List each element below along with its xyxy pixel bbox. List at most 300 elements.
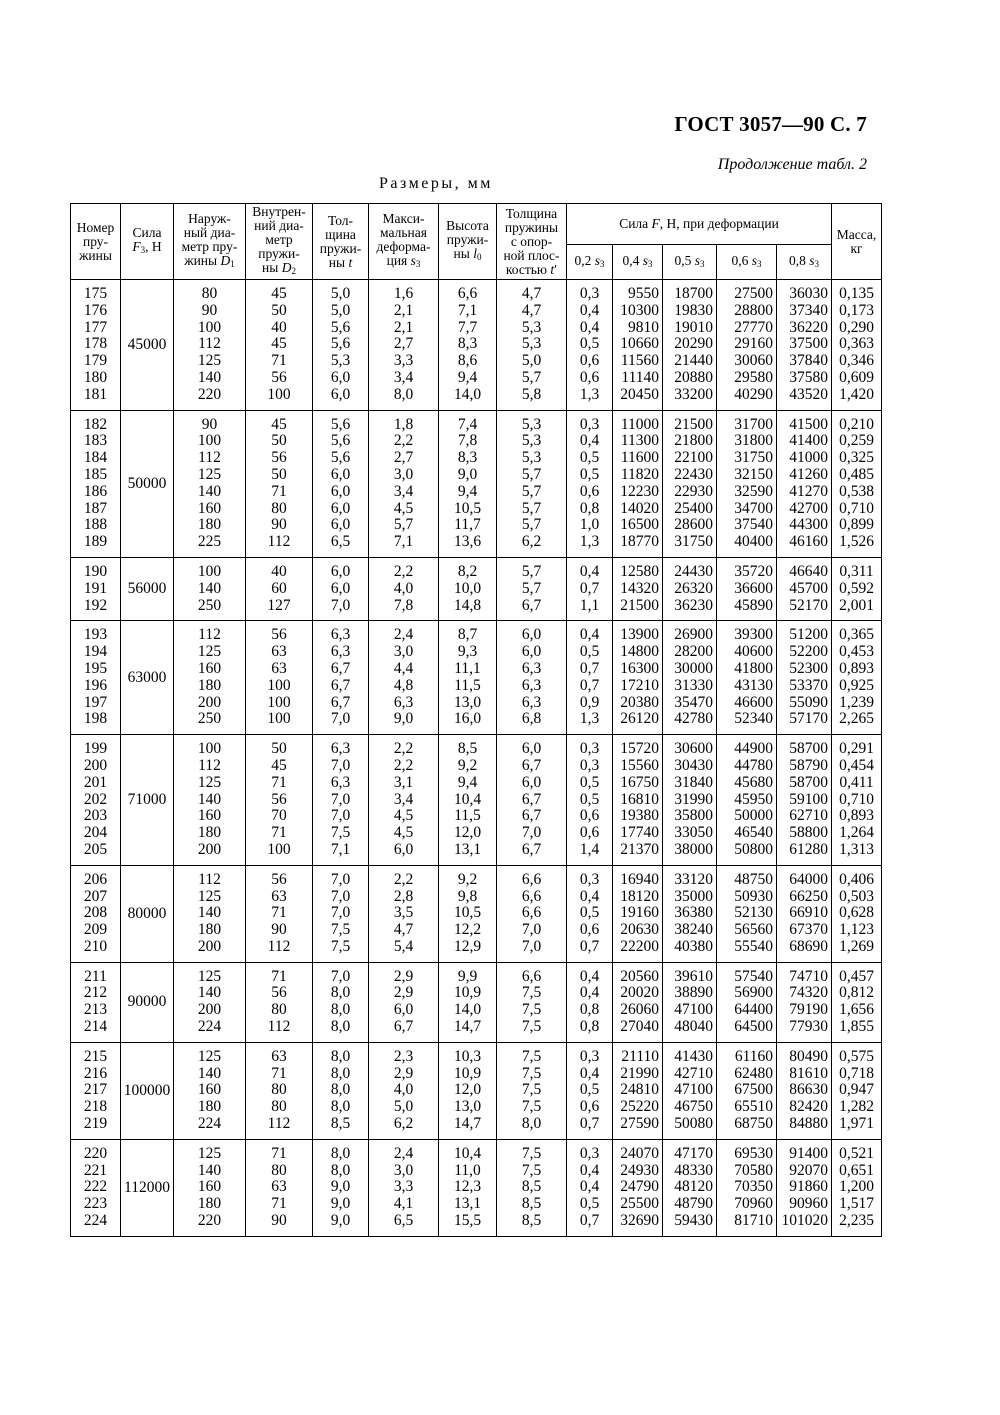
cell-value: 204 [83, 824, 108, 842]
cell-value: 5,7 [521, 368, 542, 386]
cell-value: 30000 [674, 659, 713, 677]
cell-value: 1,8 [393, 415, 414, 433]
cell-value: 3,0 [393, 643, 414, 661]
cell-value: 10,9 [453, 1064, 482, 1082]
col-spring-number [71, 280, 121, 411]
cell-value: 160 [197, 1081, 222, 1099]
cell-value: 25220 [620, 1098, 659, 1116]
cell-value: 9,0 [330, 1195, 351, 1213]
cell-value: 6,0 [330, 562, 351, 580]
cell-value: 5,6 [330, 449, 351, 467]
table-row [71, 621, 882, 735]
cell-value: 3,4 [393, 482, 414, 500]
cell-value: 0,290 [839, 318, 874, 336]
cell-value: 58700 [789, 773, 829, 791]
cell-value: 82420 [789, 1098, 829, 1116]
header-outer-diameter: Наруж- ный диа- метр пру- жины $D_1$ [174, 204, 246, 280]
col-force-06 [717, 962, 777, 1042]
cell-value: 188 [83, 516, 108, 534]
cell-value: 52340 [734, 710, 773, 728]
cell-value: 11300 [620, 432, 659, 450]
force-value: 63000 [127, 668, 167, 686]
cell-value: 9,4 [457, 368, 478, 386]
cell-value: 207 [83, 887, 108, 905]
col-force-02 [567, 1139, 613, 1236]
cell-value: 0,6 [579, 352, 600, 370]
col-max-deformation [369, 621, 439, 735]
cell-value: 18700 [674, 285, 713, 302]
cell-value: 56 [271, 870, 287, 888]
cell-value: 6,0 [521, 773, 542, 791]
cell-value: 42780 [674, 710, 713, 728]
cell-value: 1,855 [839, 1018, 874, 1036]
cell-value: 5,7 [521, 499, 542, 517]
cell-value: 12,3 [453, 1178, 482, 1196]
cell-value: 0,6 [579, 482, 600, 500]
cell-value: 69530 [734, 1144, 773, 1162]
cell-value: 60 [271, 579, 287, 597]
cell-value: 20380 [620, 693, 659, 711]
cell-value: 19010 [674, 318, 713, 336]
cell-value: 26320 [674, 579, 713, 597]
col-spring-number [71, 962, 121, 1042]
cell-value: 22100 [674, 449, 713, 467]
cell-value: 217 [83, 1081, 108, 1099]
cell-value: 0,3 [579, 285, 600, 302]
col-force-06 [717, 865, 777, 962]
cell-value: 21110 [621, 1047, 659, 1065]
cell-value: 32590 [734, 482, 773, 500]
cell-value: 44900 [734, 740, 773, 758]
cell-value: 193 [83, 626, 108, 644]
cell-value: 67370 [789, 921, 829, 939]
cell-value: 31840 [674, 773, 713, 791]
cell-value: 0,521 [839, 1144, 874, 1162]
cell-value: 48120 [674, 1178, 713, 1196]
col-force-04 [613, 621, 663, 735]
cell-value: 5,3 [521, 335, 542, 353]
cell-value: 84880 [789, 1115, 829, 1133]
cell-value: 140 [197, 482, 222, 500]
cell-value: 40600 [734, 643, 773, 661]
cell-value: 37540 [734, 516, 773, 534]
col-force-f3 [121, 410, 174, 557]
cell-value: 13,1 [453, 840, 482, 858]
cell-value: 56 [271, 626, 287, 644]
cell-value: 0,346 [839, 352, 874, 370]
cell-value: 11,7 [454, 516, 481, 534]
cell-value: 1,123 [839, 921, 874, 939]
cell-value: 112 [267, 937, 291, 955]
cell-value: 1,526 [839, 533, 874, 551]
table-continuation-note: Продолжение табл. 2 [717, 156, 867, 173]
cell-value: 71 [271, 1064, 287, 1082]
force-value: 112000 [124, 1178, 170, 1196]
cell-value: 218 [83, 1098, 108, 1116]
cell-value: 140 [197, 1064, 222, 1082]
cell-value: 64400 [734, 1001, 773, 1019]
cell-value: 14,7 [453, 1115, 482, 1133]
cell-value: 61280 [789, 840, 829, 858]
cell-value: 41500 [789, 415, 829, 433]
cell-value: 10,4 [453, 1144, 482, 1162]
cell-value: 6,2 [521, 533, 542, 551]
cell-value: 44300 [789, 516, 829, 534]
cell-value: 0,710 [839, 790, 874, 808]
cell-value: 7,5 [521, 1018, 542, 1036]
col-support-thickness [497, 557, 567, 620]
col-mass [832, 1042, 882, 1139]
cell-value: 180 [197, 921, 222, 939]
cell-value: 48330 [674, 1161, 713, 1179]
header-def-05: 0,5 $s_3$ [663, 245, 717, 280]
cell-value: 6,7 [330, 659, 351, 677]
cell-value: 1,6 [393, 285, 414, 302]
cell-value: 74710 [789, 967, 829, 985]
cell-value: 71 [271, 824, 287, 842]
col-force-06 [717, 1042, 777, 1139]
cell-value: 0,7 [579, 1115, 600, 1133]
cell-value: 67500 [734, 1081, 773, 1099]
cell-value: 212 [83, 984, 108, 1002]
cell-value: 45 [271, 756, 287, 774]
cell-value: 6,7 [393, 1018, 414, 1036]
cell-value: 0,411 [839, 773, 874, 791]
cell-value: 35800 [674, 807, 713, 825]
cell-value: 71 [271, 773, 287, 791]
cell-value: 100 [267, 710, 291, 728]
cell-value: 5,7 [521, 465, 542, 483]
cell-value: 55090 [789, 693, 829, 711]
col-height [439, 621, 497, 735]
cell-value: 7,8 [393, 596, 414, 614]
cell-value: 45700 [789, 579, 829, 597]
cell-value: 31990 [674, 790, 713, 808]
cell-value: 20290 [674, 335, 713, 353]
col-max-deformation [369, 962, 439, 1042]
cell-value: 16300 [620, 659, 659, 677]
cell-value: 0,4 [579, 887, 600, 905]
cell-value: 177 [83, 318, 108, 336]
cell-value: 1,313 [839, 840, 874, 858]
cell-value: 3,0 [393, 465, 414, 483]
cell-value: 64000 [789, 870, 829, 888]
header-support-thickness: Толщина пружины с опор- ной плос- костью t′ [497, 204, 567, 280]
cell-value: 8,5 [457, 740, 478, 758]
cell-value: 16,0 [453, 710, 482, 728]
cell-value: 11560 [620, 352, 659, 370]
cell-value: 37500 [789, 335, 829, 353]
cell-value: 6,3 [330, 626, 351, 644]
cell-value: 62710 [789, 807, 829, 825]
cell-value: 2,2 [393, 432, 414, 450]
cell-value: 0,365 [839, 626, 874, 644]
cell-value: 0,8 [579, 499, 600, 517]
cell-value: 58790 [789, 756, 829, 774]
cell-value: 45 [271, 335, 287, 353]
cell-value: 11,5 [454, 676, 481, 694]
cell-value: 0,893 [839, 659, 874, 677]
cell-value: 12230 [620, 482, 659, 500]
col-force-05 [663, 1139, 717, 1236]
cell-value: 224 [197, 1115, 222, 1133]
cell-value: 27500 [734, 285, 773, 302]
col-max-deformation [369, 557, 439, 620]
cell-value: 1,4 [579, 840, 600, 858]
cell-value: 3,1 [393, 773, 414, 791]
cell-value: 65510 [734, 1098, 773, 1116]
cell-value: 11820 [620, 465, 659, 483]
cell-value: 0,325 [839, 449, 874, 467]
cell-value: 11140 [621, 368, 659, 386]
cell-value: 37340 [789, 301, 829, 319]
force-value: 45000 [127, 335, 167, 353]
cell-value: 18770 [620, 533, 659, 551]
col-mass [832, 557, 882, 620]
cell-value: 52200 [789, 643, 829, 661]
cell-value: 3,3 [393, 352, 414, 370]
cell-value: 7,1 [330, 840, 351, 858]
cell-value: 0,812 [839, 984, 874, 1002]
cell-value: 2,9 [393, 984, 414, 1002]
cell-value: 250 [197, 710, 222, 728]
cell-value: 125 [197, 887, 222, 905]
cell-value: 11,5 [454, 807, 481, 825]
cell-value: 8,5 [521, 1178, 542, 1196]
cell-value: 7,5 [521, 1161, 542, 1179]
col-spring-number [71, 1042, 121, 1139]
cell-value: 14,0 [453, 385, 482, 403]
cell-value: 4,1 [393, 1195, 414, 1213]
col-support-thickness [497, 280, 567, 411]
cell-value: 27590 [620, 1115, 659, 1133]
cell-value: 42710 [674, 1064, 713, 1082]
cell-value: 70580 [734, 1161, 773, 1179]
cell-value: 50000 [734, 807, 773, 825]
cell-value: 66910 [789, 904, 829, 922]
cell-value: 90 [271, 1212, 287, 1230]
cell-value: 2,2 [393, 562, 414, 580]
cell-value: 223 [83, 1195, 108, 1213]
cell-value: 12,0 [453, 824, 482, 842]
cell-value: 59430 [674, 1212, 713, 1230]
col-max-deformation [369, 735, 439, 866]
cell-value: 70 [271, 807, 287, 825]
cell-value: 35720 [734, 562, 773, 580]
cell-value: 7,5 [330, 937, 351, 955]
spring-parameters-table [70, 203, 882, 1237]
cell-value: 7,1 [457, 301, 478, 319]
cell-value: 22430 [674, 465, 713, 483]
cell-value: 0,4 [579, 1178, 600, 1196]
col-support-thickness [497, 735, 567, 866]
force-value: 71000 [127, 790, 167, 808]
cell-value: 5,7 [521, 482, 542, 500]
cell-value: 6,6 [521, 887, 542, 905]
cell-value: 4,5 [393, 499, 414, 517]
cell-value: 125 [197, 352, 222, 370]
cell-value: 5,7 [521, 579, 542, 597]
cell-value: 21370 [620, 840, 659, 858]
force-value: 90000 [127, 993, 167, 1011]
cell-value: 1,200 [839, 1178, 874, 1196]
cell-value: 63 [271, 887, 287, 905]
cell-value: 160 [197, 499, 222, 517]
cell-value: 6,8 [521, 710, 542, 728]
cell-value: 112 [198, 449, 221, 467]
cell-value: 180 [197, 676, 222, 694]
cell-value: 8,0 [330, 1081, 351, 1099]
cell-value: 8,0 [330, 1161, 351, 1179]
col-height [439, 1042, 497, 1139]
cell-value: 43130 [734, 676, 773, 694]
cell-value: 19380 [620, 807, 659, 825]
cell-value: 10,9 [453, 984, 482, 1002]
col-thickness [313, 280, 369, 411]
cell-value: 39300 [734, 626, 773, 644]
cell-value: 7,4 [457, 415, 478, 433]
col-force-f3 [121, 865, 174, 962]
cell-value: 160 [197, 1178, 222, 1196]
cell-value: 125 [197, 773, 222, 791]
cell-value: 0,6 [579, 368, 600, 386]
col-thickness [313, 557, 369, 620]
cell-value: 45 [271, 415, 287, 433]
cell-value: 40290 [734, 385, 773, 403]
col-mass [832, 1139, 882, 1236]
col-force-08 [777, 557, 832, 620]
cell-value: 112 [267, 533, 291, 551]
col-spring-number [71, 865, 121, 962]
col-force-04 [613, 962, 663, 1042]
cell-value: 221 [83, 1161, 108, 1179]
cell-value: 8,0 [330, 1018, 351, 1036]
cell-value: 6,0 [330, 499, 351, 517]
col-height [439, 280, 497, 411]
cell-value: 0,4 [579, 1064, 600, 1082]
cell-value: 5,6 [330, 318, 351, 336]
cell-value: 8,5 [521, 1195, 542, 1213]
cell-value: 56 [271, 790, 287, 808]
col-force-08 [777, 962, 832, 1042]
cell-value: 63 [271, 1178, 287, 1196]
col-force-04 [613, 410, 663, 557]
cell-value: 42700 [789, 499, 829, 517]
cell-value: 40400 [734, 533, 773, 551]
cell-value: 7,5 [521, 1098, 542, 1116]
col-force-02 [567, 410, 613, 557]
cell-value: 9,0 [330, 1178, 351, 1196]
cell-value: 12,0 [453, 1081, 482, 1099]
cell-value: 194 [83, 643, 108, 661]
col-max-deformation [369, 865, 439, 962]
cell-value: 7,5 [330, 921, 351, 939]
cell-value: 18120 [620, 887, 659, 905]
cell-value: 21990 [620, 1064, 659, 1082]
cell-value: 6,3 [330, 740, 351, 758]
cell-value: 12,2 [453, 921, 482, 939]
cell-value: 36380 [674, 904, 713, 922]
cell-value: 50930 [734, 887, 773, 905]
document-header: ГОСТ 3057—90 С. 7 [674, 112, 867, 136]
cell-value: 206 [83, 870, 108, 888]
cell-value: 11600 [620, 449, 659, 467]
table-row [71, 410, 882, 557]
cell-value: 50 [271, 432, 287, 450]
cell-value: 9550 [628, 285, 659, 302]
cell-value: 125 [197, 465, 222, 483]
cell-value: 7,5 [521, 1064, 542, 1082]
cell-value: 0,8 [579, 1018, 600, 1036]
cell-value: 58800 [789, 824, 829, 842]
cell-value: 36030 [789, 285, 829, 302]
cell-value: 198 [83, 710, 108, 728]
col-force-04 [613, 280, 663, 411]
cell-value: 7,0 [330, 790, 351, 808]
cell-value: 1,0 [579, 516, 600, 534]
col-force-08 [777, 621, 832, 735]
cell-value: 36230 [674, 596, 713, 614]
cell-value: 6,3 [521, 676, 542, 694]
table-row-group [71, 1139, 882, 1236]
cell-value: 8,0 [330, 1001, 351, 1019]
cell-value: 8,0 [393, 385, 414, 403]
cell-value: 180 [197, 516, 222, 534]
cell-value: 45 [271, 285, 287, 302]
cell-value: 224 [83, 1212, 108, 1230]
cell-value: 28600 [674, 516, 713, 534]
cell-value: 0,406 [839, 870, 874, 888]
cell-value: 14,8 [453, 596, 482, 614]
cell-value: 195 [83, 659, 108, 677]
cell-value: 183 [83, 432, 108, 450]
col-force-06 [717, 280, 777, 411]
cell-value: 71 [271, 967, 287, 985]
cell-value: 43520 [789, 385, 829, 403]
cell-value: 31750 [734, 449, 773, 467]
cell-value: 6,3 [521, 693, 542, 711]
cell-value: 0,8 [579, 1001, 600, 1019]
cell-value: 66250 [789, 887, 829, 905]
cell-value: 7,0 [330, 596, 351, 614]
cell-value: 0,628 [839, 904, 874, 922]
cell-value: 80 [271, 1161, 287, 1179]
cell-value: 160 [197, 807, 222, 825]
col-force-04 [613, 1139, 663, 1236]
cell-value: 5,0 [330, 285, 351, 302]
cell-value: 6,0 [521, 626, 542, 644]
col-height [439, 410, 497, 557]
cell-value: 0,947 [839, 1081, 874, 1099]
col-support-thickness [497, 621, 567, 735]
cell-value: 37580 [789, 368, 829, 386]
cell-value: 5,3 [521, 449, 542, 467]
cell-value: 71 [271, 904, 287, 922]
cell-value: 5,6 [330, 432, 351, 450]
col-outer-diameter [174, 1139, 246, 1236]
cell-value: 0,454 [839, 756, 874, 774]
cell-value: 213 [83, 1001, 108, 1019]
cell-value: 0,4 [579, 967, 600, 985]
cell-value: 59100 [789, 790, 829, 808]
cell-value: 4,5 [393, 807, 414, 825]
cell-value: 1,239 [839, 693, 874, 711]
col-force-02 [567, 621, 613, 735]
cell-value: 6,0 [393, 1001, 414, 1019]
cell-value: 250 [197, 596, 222, 614]
col-support-thickness [497, 962, 567, 1042]
force-value: 56000 [127, 580, 167, 598]
